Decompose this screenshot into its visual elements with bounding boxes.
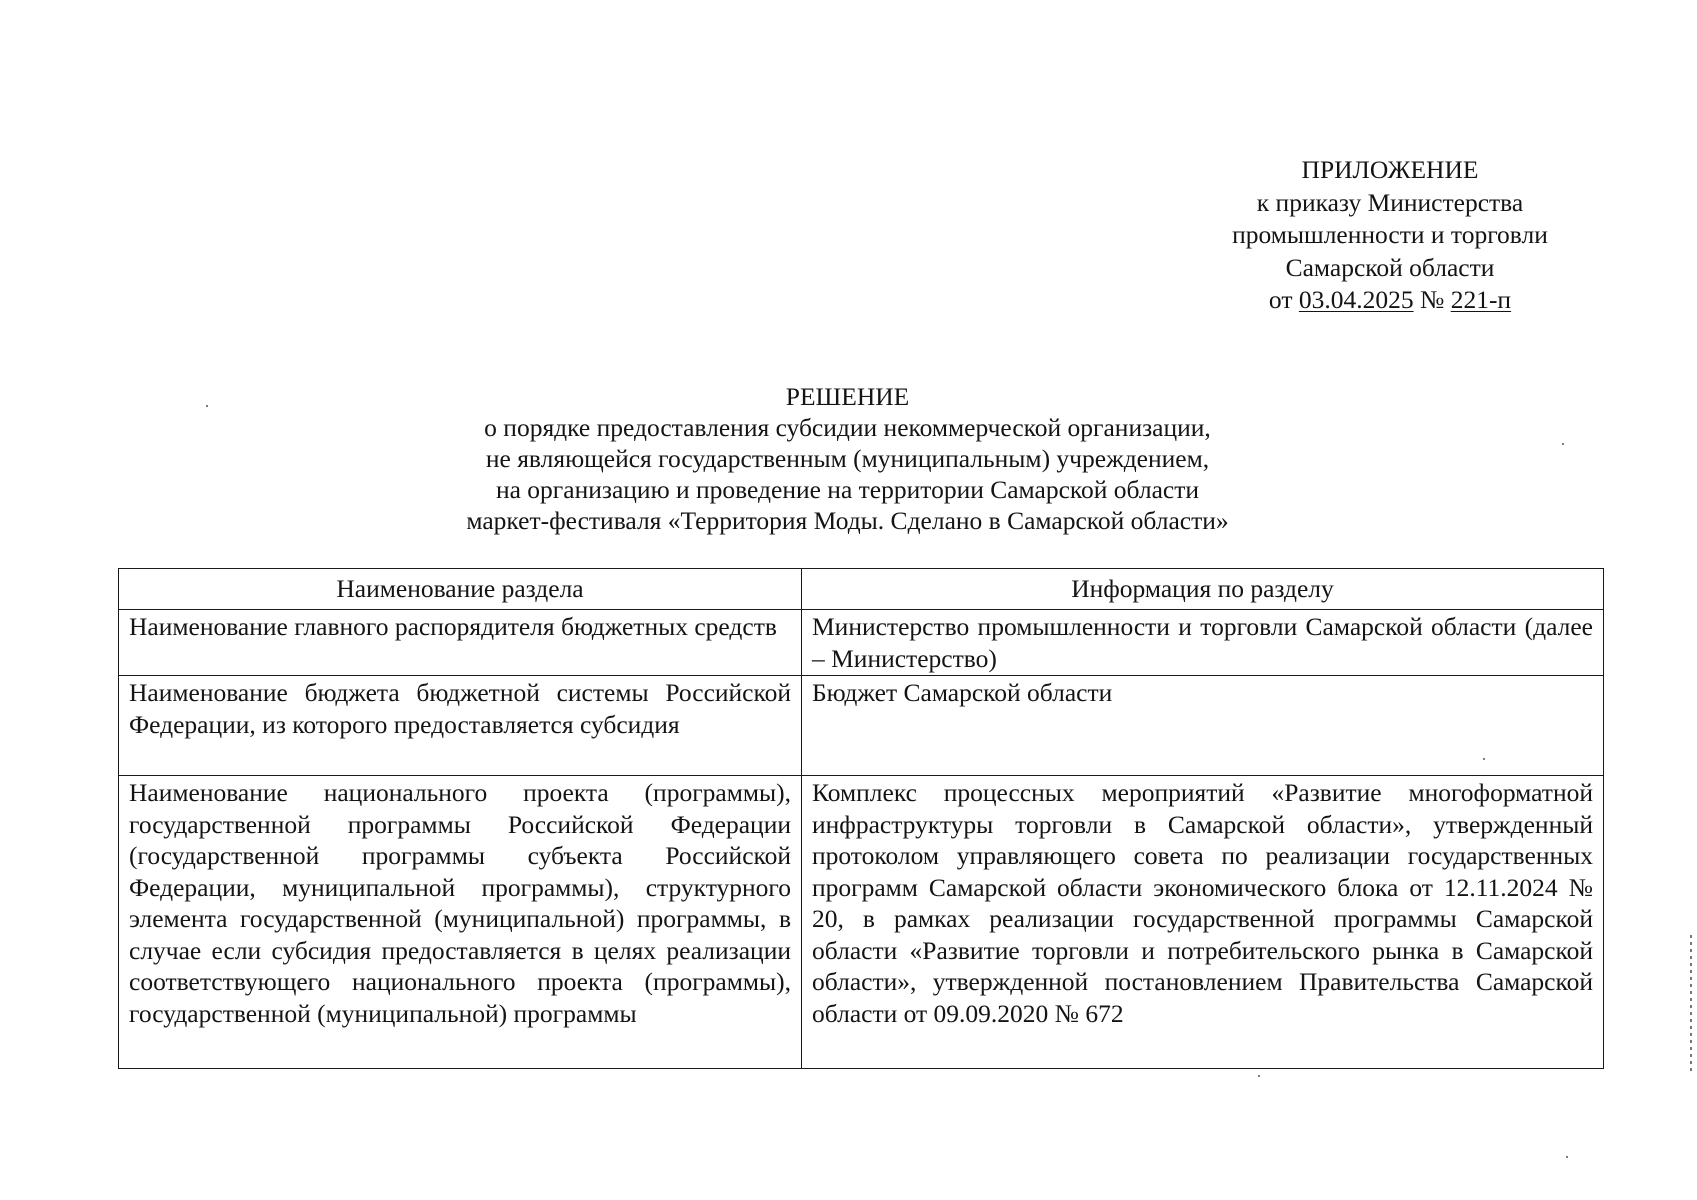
scan-speck — [206, 405, 208, 407]
header-section-name: Наименование раздела — [119, 569, 802, 610]
order-number: 221-п — [1450, 285, 1512, 314]
document-heading — [340, 381, 1355, 536]
number-prefix: № — [1413, 285, 1451, 314]
attachment-block — [1190, 154, 1590, 317]
heading-line-4: маркет-фестиваля «Территория Моды. Сделано в Самарской области» — [466, 506, 1229, 535]
info-cell: Бюджет Самарской области — [802, 676, 1604, 776]
scan-speck — [1258, 1075, 1260, 1077]
table-row — [119, 610, 1604, 676]
scan-speck — [1562, 443, 1564, 445]
section-cell: Наименование национального проекта (программы), государственной программы Российской Федерации (государственной программы субъекта Российской Федерации, муниципальной программы), структурного элемента государственной (муниципальной) программы, в случае если субсидия предоставляется в целях реализации соответствующего национального проекта (программы), государственной (муниципальной) программы — [119, 776, 802, 1069]
date-prefix: от — [1268, 285, 1299, 314]
heading-line-3: на организацию и проведение на территории Самарской области — [495, 475, 1200, 504]
scan-edge-mark — [1690, 935, 1692, 1075]
table-header-row — [119, 569, 1604, 610]
info-cell: Комплекс процессных мероприятий «Развитие многоформатной инфраструктуры торговли в Самарской области», утвержденный протоколом управляющего совета по реализации государственных программ Самарской области экономического блока от 12.11.2024 № 20, в рамках реализации государственной программы Самарской области «Развитие торговли и потребительского рынка в Самарской области», утвержденной постановлением Правительства Самарской области от 09.09.2020 № 672 — [802, 776, 1604, 1069]
section-cell: Наименование главного распорядителя бюджетных средств — [119, 610, 802, 676]
info-cell: Министерство промышленности и торговли Самарской области (далее – Министерство) — [802, 610, 1604, 676]
header-section-info: Информация по разделу — [802, 569, 1604, 610]
attachment-line-1: к приказу Министерства — [1256, 187, 1524, 217]
attachment-line-3: Самарской области — [1285, 252, 1495, 282]
heading-title: РЕШЕНИЕ — [785, 382, 910, 411]
section-cell: Наименование бюджета бюджетной системы Российской Федерации, из которого предоставляется субсидия — [119, 676, 802, 776]
order-date: 03.04.2025 — [1298, 285, 1414, 314]
table-row — [119, 676, 1604, 776]
heading-line-2: не являющейся государственным (муниципальным) учреждением, — [485, 444, 1210, 473]
scan-speck — [1483, 758, 1485, 760]
table-row — [119, 776, 1604, 1069]
attachment-date-line — [1190, 284, 1590, 317]
sections-table — [118, 568, 1604, 1069]
heading-line-1: о порядке предоставления субсидии некоммерческой организации, — [484, 413, 1211, 442]
attachment-title: ПРИЛОЖЕНИЕ — [1301, 155, 1479, 184]
attachment-line-2: промышленности и торговли — [1232, 220, 1548, 249]
scan-speck — [1566, 1156, 1568, 1158]
